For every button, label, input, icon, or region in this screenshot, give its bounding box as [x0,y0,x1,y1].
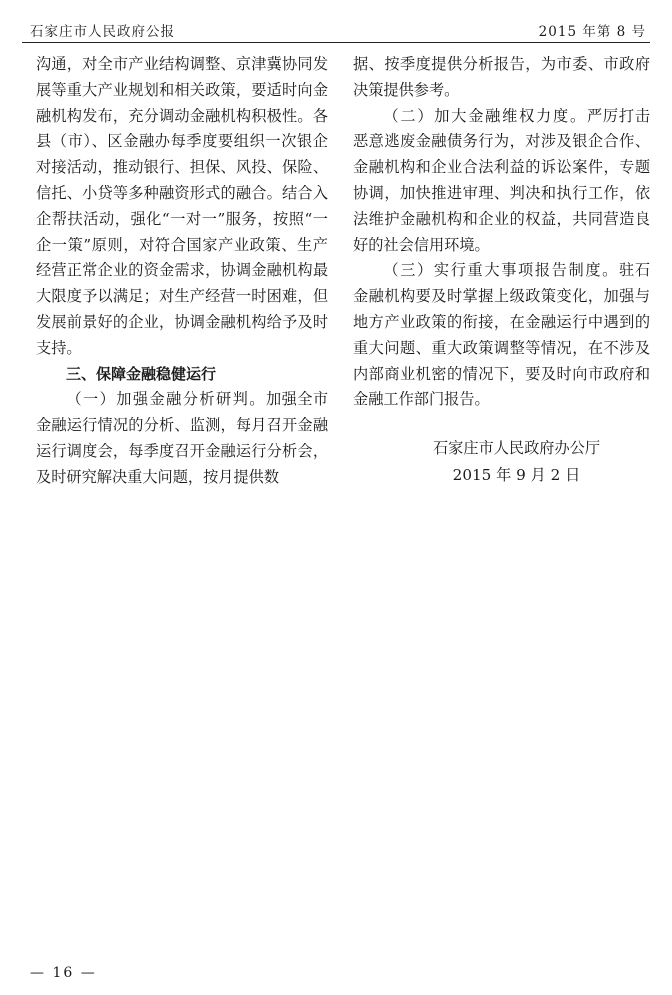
paragraph-continuation-right: 据、按季度提供分析报告，为市委、市政府决策提供参考。 [353,55,650,99]
subsection-2 [353,104,650,259]
signature-date: 2015 年 9 月 2 日 [452,466,581,485]
signature-block [353,435,650,489]
issue-number: 2015 年第 8 号 [538,24,646,40]
subsection-1 [36,387,328,490]
subsection-3 [353,258,650,413]
subsection-2-title: （二）加大金融维权力度。 [383,106,587,125]
subsection-1-title: （一）加强金融分析研判。 [66,390,266,409]
header-rule [22,42,650,43]
paragraph-continuation: 沟通，对全市产业结构调整、京津冀协同发展等重大产业规划和相关政策，要适时向金融机构发布，充分调动金融机构积极性。各县（市）、区金融办每季度要组织一次银企对接活动，推动银行、担保、风投、保险、信托、小贷等多种融资形式的融合。结合入企帮扶活动，强化“一对一”服务，按照“一企一策”原则，对符合国家产业政策、生产经营正常企业的资金需求，协调金融机构最大限度予以满足；对生产经营一时困难，但发展前景好的企业，协调金融机构给予及时支持。 [36,55,328,357]
section-heading-3: 三、保障金融稳健运行 [66,364,217,383]
right-column [353,52,650,489]
subsection-3-text: 驻石金融机构要及时掌握上级政策变化，加强与地方产业政策的衔接，在金融运行中遇到的重大问题、重大政策调整等情况，在不涉及内部商业机密的情况下，要及时向市政府和金融工作部门报告。 [353,261,650,409]
page-header [22,20,650,40]
publication-title: 石家庄市人民政府公报 [30,24,175,40]
signature-organization: 石家庄市人民政府办公厅 [432,439,601,458]
page-number: — 16 — [30,965,97,981]
subsection-3-title: （三）实行重大事项报告制度。 [383,261,619,280]
subsection-1-text: 加强全市金融运行情况的分析、监测，每月召开金融运行调度会，每季度召开金融运行分析会，及时研究解决重大问题，按月提供数 [36,390,329,486]
left-column [36,52,328,491]
subsection-2-text: 严厉打击恶意逃废金融债务行为，对涉及银企合作、金融机构和企业合法利益的诉讼案件，专题协调，加快推进审理、判决和执行工作，依法维护金融机构和企业的权益，共同营造良好的社会信用环境。 [353,106,651,254]
